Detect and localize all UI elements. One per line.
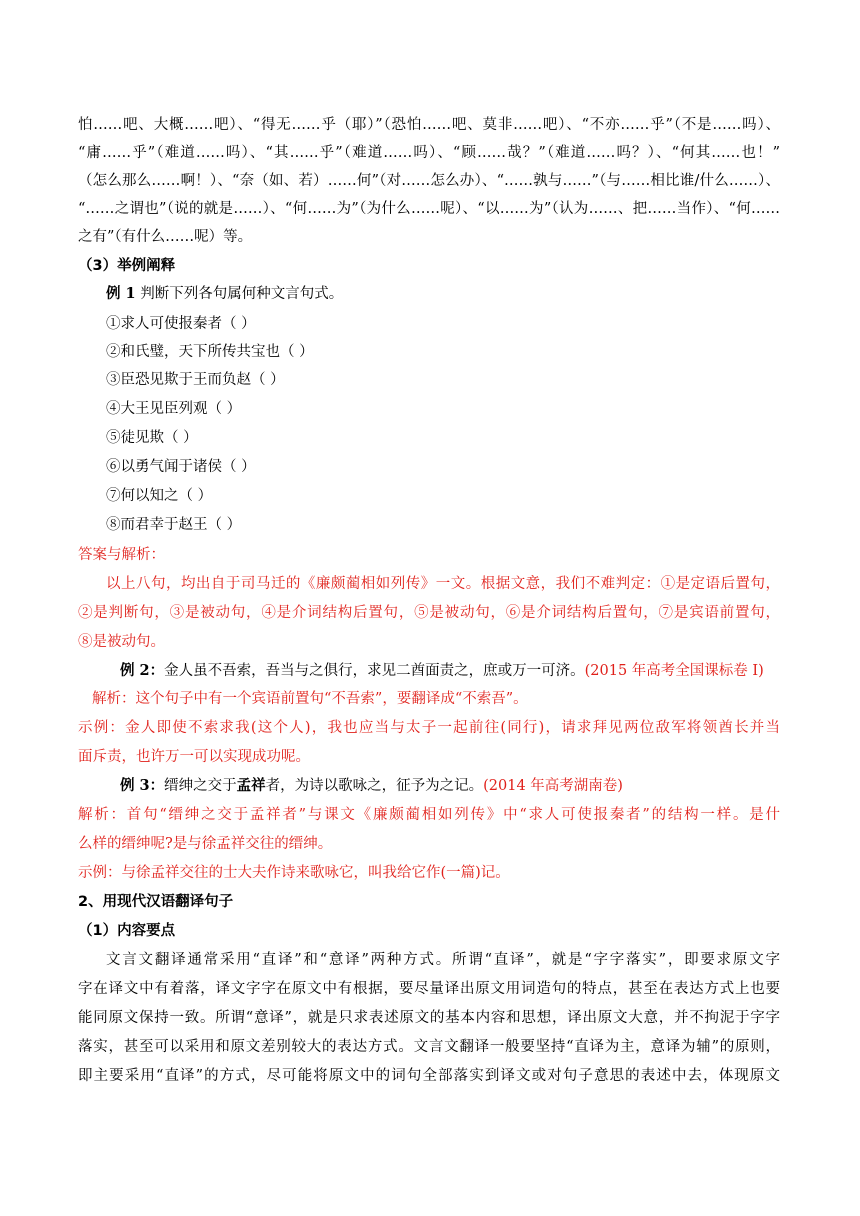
paragraph-line: 怕……吧、大概……吧）、“得无……乎（耶）”（恐怕……吧、莫非……吧）、“不亦……乎”（不是……吗）、 <box>78 117 780 133</box>
example-1-item: ⑥以勇气闻于诸侯（ ） <box>106 459 256 475</box>
example-3-label: 例 3： <box>120 777 165 794</box>
example-2-label: 例 2： <box>120 662 165 679</box>
example-1-question <box>106 284 343 304</box>
example-3-text: 者，为诗以歌咏之，征予为之记。 <box>265 778 484 794</box>
example-3-text: 缙绅之交于 <box>164 778 237 794</box>
body-line: 即主要采用“直译”的方式，尽可能将原文中的词句全部落实到译文或对句子意思的表述中去，体现原文 <box>78 1068 780 1084</box>
example-1-item: ④大王见臣列观（ ） <box>106 401 242 417</box>
example-3-analysis: 解析：首句“缙绅之交于孟祥者”与课文《廉颇蔺相如列传》中“求人可使报秦者”的结构一样。是什 <box>78 807 780 823</box>
paragraph-line: （怎么那么……啊！）、“奈（如、若）……何”（对……怎么办）、“……孰与……”（与……相比谁/什么……）、 <box>78 173 780 189</box>
subheading-key-points: （1）内容要点 <box>78 923 176 939</box>
paragraph-line: 之有”（有什么……呢）等。 <box>78 229 253 245</box>
paragraph-line: “……之谓也”（说的就是……）、“何……为”（为什么……呢）、“以……为”（认为……、把……当作）、“何…… <box>78 201 780 217</box>
example-1-item: ②和氏璧，天下所传共宝也（ ） <box>106 344 314 360</box>
example-2-sample: 面斥责，也许万一可以实现成功呢。 <box>78 749 310 765</box>
answer-line: ⑧是被动句。 <box>78 634 165 650</box>
answer-line: ②是判断句，③是被动句，④是介词结构后置句，⑤是被动句，⑥是介词结构后置句，⑦是宾语前置句， <box>78 605 780 621</box>
subheading-examples: （3）举例阐释 <box>78 258 176 274</box>
example-1-item: ⑧而君幸于赵王（ ） <box>106 517 242 533</box>
example-1-label: 例 1 <box>106 285 136 302</box>
answer-line: 以上八句，均出自于司马迁的《廉颇蔺相如列传》一文。根据文意，我们不难判定：①是定语后置句， <box>106 576 780 592</box>
body-line: 文言文翻译通常采用“直译”和“意译”两种方式。所谓“直译”，就是“字字落实”，即要求原文字 <box>106 952 780 968</box>
example-2 <box>120 661 764 681</box>
example-3-source: (2014 年高考湖南卷) <box>483 778 623 794</box>
paragraph-line: “庸……乎”（难道……吗）、“其……乎”（难道……吗）、“顾……哉？”（难道……吗？）、“何其……也！” <box>78 145 780 161</box>
example-1-item: ⑦何以知之（ ） <box>106 488 213 504</box>
body-line: 字在译文中有着落，译文字字在原文中有根据，要尽量译出原文用词造句的特点，甚至在表达方式上也要 <box>78 981 780 997</box>
example-2-source: (2015 年高考全国课标卷 I) <box>584 663 764 679</box>
example-1-item: ⑤徒见欺（ ） <box>106 430 198 446</box>
example-1-item: ③臣恐见欺于王而负赵（ ） <box>106 372 285 388</box>
example-1-prompt: 判断下列各句属何种文言句式。 <box>140 286 344 302</box>
body-line: 落实，甚至可以采用和原文差别较大的表达方式。文言文翻译一般要坚持“直译为主，意译为辅”的原则， <box>78 1039 780 1055</box>
body-line: 能同原文保持一致。所谓“意译”，就是只求表述原文的基本内容和思想，译出原文大意，并不拘泥于字字 <box>78 1010 780 1026</box>
example-1-item: ①求人可使报秦者（ ） <box>106 316 256 332</box>
example-2-text: 金人虽不吾索，吾当与之俱行，求见二酋面责之，庶或万一可济。 <box>164 663 585 679</box>
example-2-analysis: 解析：这个句子中有一个宾语前置句“不吾索”，要翻译成“不索吾”。 <box>92 691 528 707</box>
example-3-sample: 示例：与徐孟祥交往的士大夫作诗来歌咏它，叫我给它作(一篇)记。 <box>78 865 510 881</box>
example-3-text-bold: 孟祥 <box>236 777 266 794</box>
section-heading: 2、用现代汉语翻译句子 <box>78 894 234 910</box>
example-2-sample: 示例：金人即使不索求我(这个人)，我也应当与太子一起前往(同行)，请求拜见两位敌军将领酋长并当 <box>78 720 780 736</box>
example-3-analysis: 么样的缙绅呢?是与徐孟祥交往的缙绅。 <box>78 836 333 852</box>
example-3 <box>120 776 623 796</box>
answer-title: 答案与解析： <box>78 547 165 563</box>
